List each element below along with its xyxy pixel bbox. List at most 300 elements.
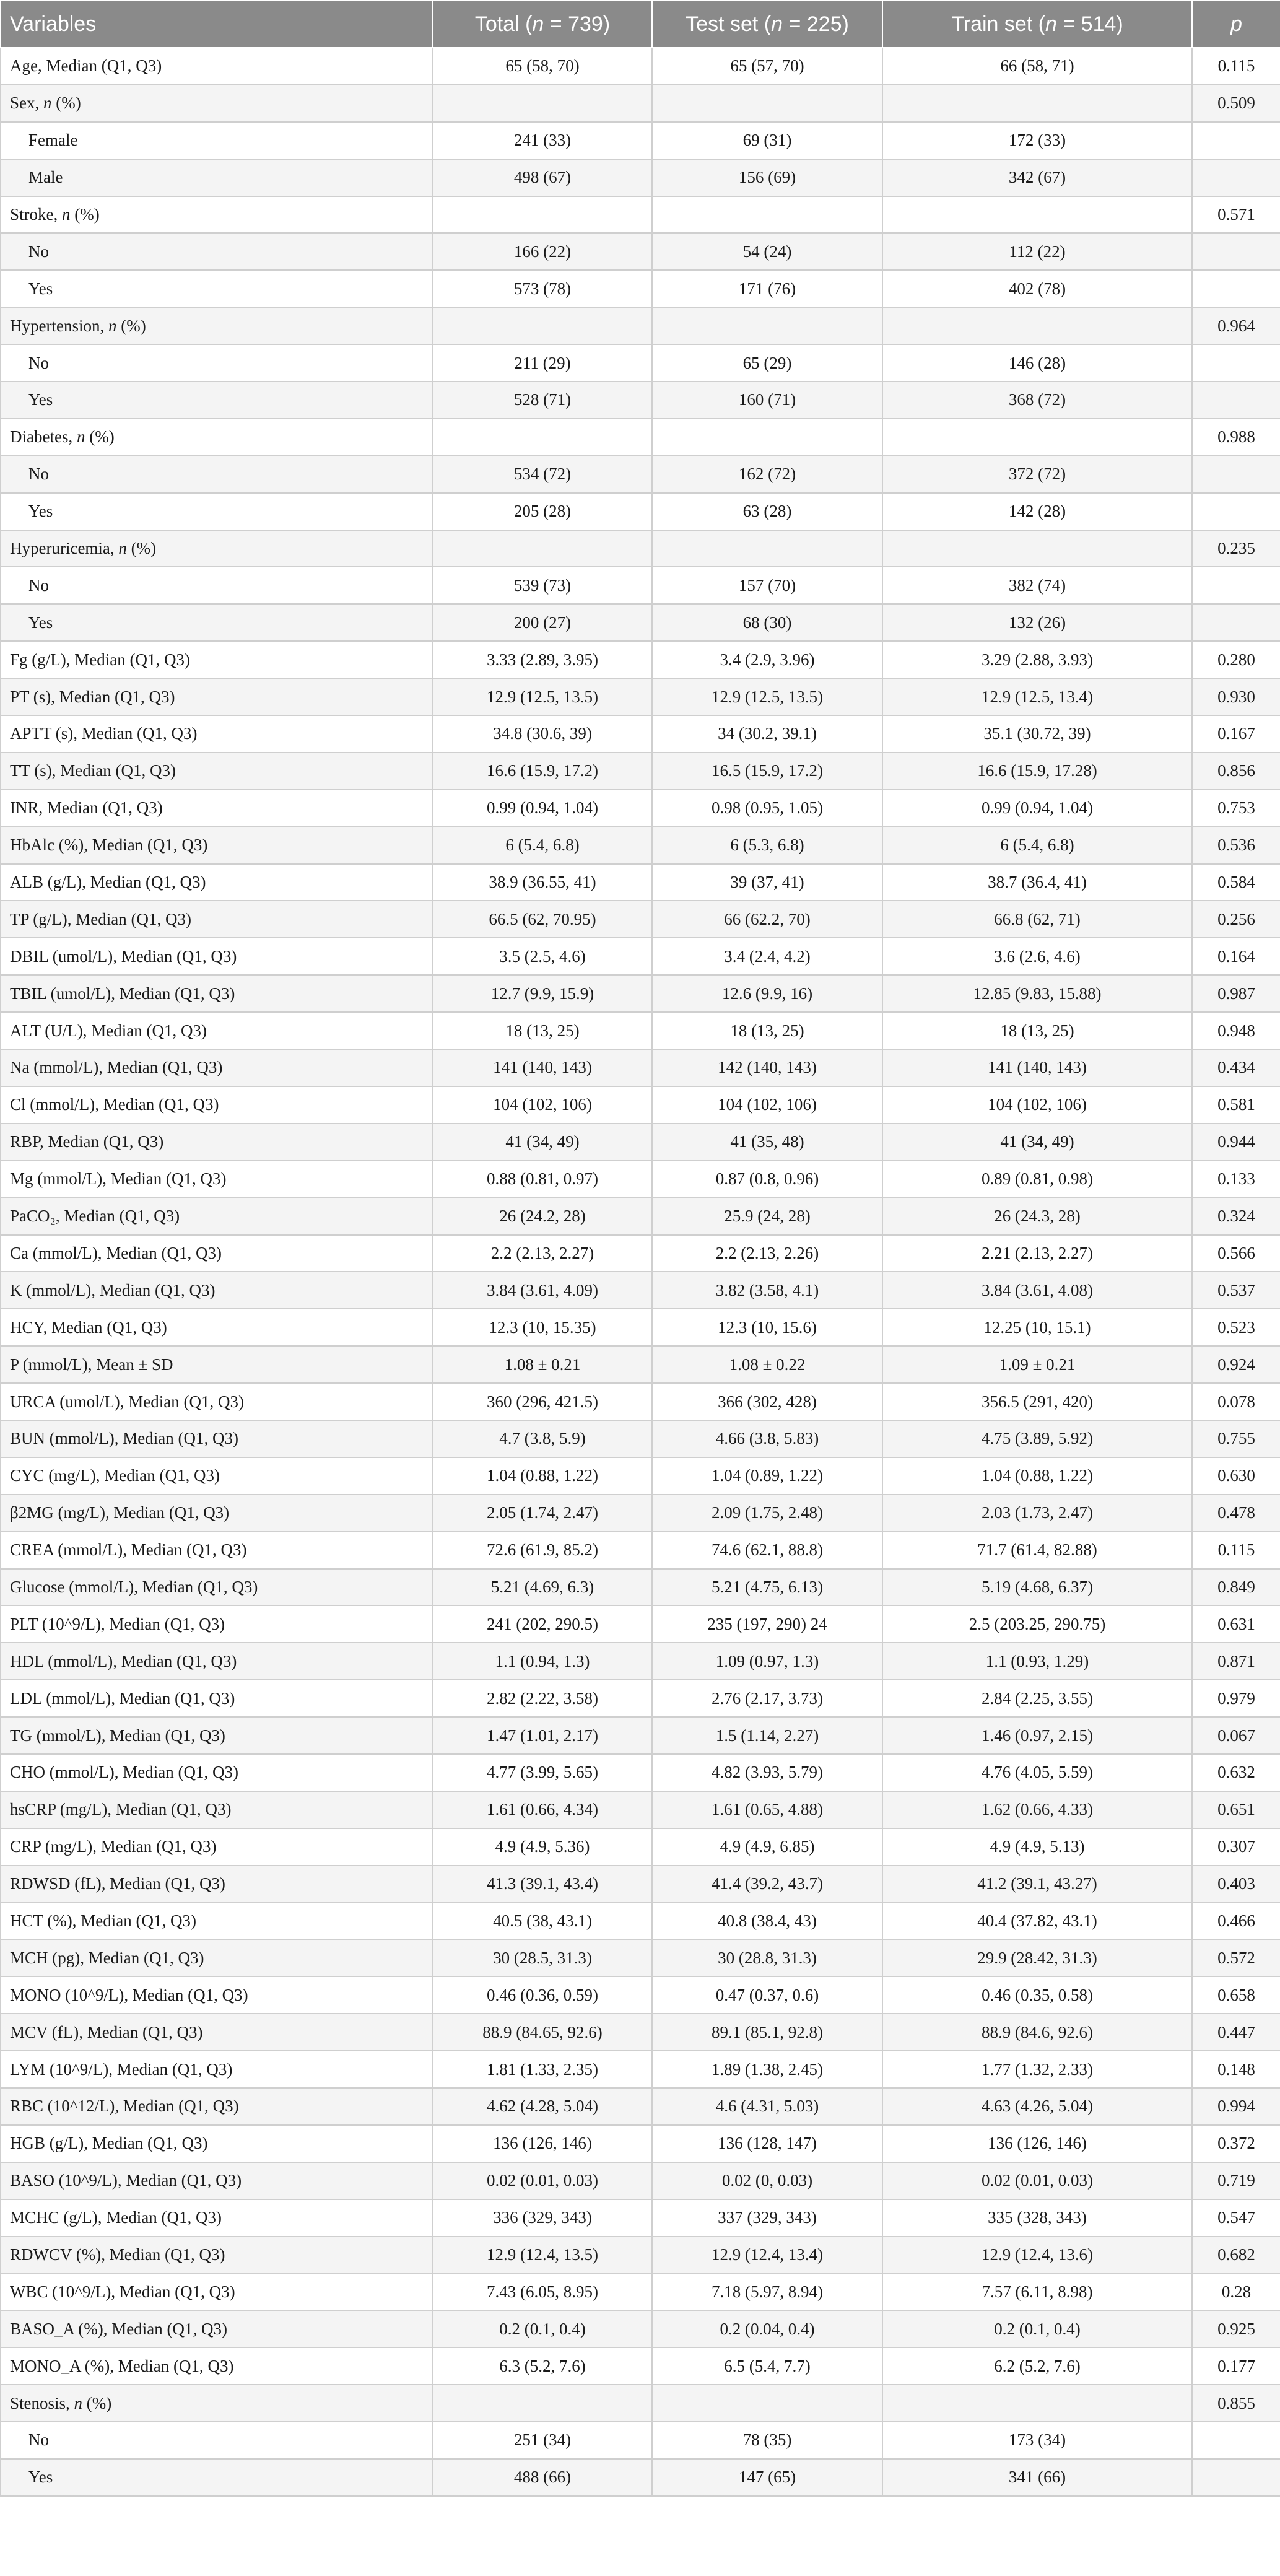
variable-cell: β2MG (mg/L), Median (Q1, Q3) (1, 1495, 433, 1532)
variable-cell: Hyperuricemia, n (%) (1, 530, 433, 567)
p-value-cell: 0.871 (1192, 1643, 1280, 1680)
p-value-cell: 0.566 (1192, 1235, 1280, 1272)
train-set-cell: 4.75 (3.89, 5.92) (882, 1420, 1192, 1457)
total-cell (433, 85, 652, 122)
test-set-cell: 4.6 (4.31, 5.03) (652, 2088, 882, 2125)
p-value-cell: 0.964 (1192, 307, 1280, 344)
p-value-cell: 0.581 (1192, 1086, 1280, 1124)
table-row (1, 1049, 1280, 1086)
total-cell: 3.84 (3.61, 4.09) (433, 1272, 652, 1309)
total-cell: 360 (296, 421.5) (433, 1383, 652, 1420)
variable-cell: Yes (1, 493, 433, 530)
total-cell: 41.3 (39.1, 43.4) (433, 1866, 652, 1903)
variable-cell: PLT (10^9/L), Median (Q1, Q3) (1, 1605, 433, 1643)
variable-cell: P (mmol/L), Mean ± SD (1, 1346, 433, 1383)
train-set-cell: 2.5 (203.25, 290.75) (882, 1605, 1192, 1643)
p-value-cell: 0.651 (1192, 1791, 1280, 1828)
variable-cell: DBIL (umol/L), Median (Q1, Q3) (1, 938, 433, 975)
variable-cell: HCT (%), Median (Q1, Q3) (1, 1903, 433, 1940)
p-value-cell: 0.948 (1192, 1012, 1280, 1049)
table-row (1, 753, 1280, 790)
total-cell: 4.9 (4.9, 5.36) (433, 1828, 652, 1866)
total-cell: 200 (27) (433, 604, 652, 641)
test-set-cell: 34 (30.2, 39.1) (652, 715, 882, 753)
table-row (1, 122, 1280, 159)
test-set-cell (652, 2385, 882, 2422)
table-row (1, 604, 1280, 641)
test-set-cell: 5.21 (4.75, 6.13) (652, 1569, 882, 1606)
train-set-cell: 112 (22) (882, 233, 1192, 270)
variable-cell: HbAlc (%), Median (Q1, Q3) (1, 827, 433, 864)
train-set-cell: 0.02 (0.01, 0.03) (882, 2162, 1192, 2199)
total-cell: 3.5 (2.5, 4.6) (433, 938, 652, 975)
test-set-cell: 39 (37, 41) (652, 864, 882, 901)
train-set-cell: 0.99 (0.94, 1.04) (882, 790, 1192, 827)
total-cell: 1.47 (1.01, 2.17) (433, 1717, 652, 1754)
total-cell: 4.77 (3.99, 5.65) (433, 1754, 652, 1791)
total-cell: 141 (140, 143) (433, 1049, 652, 1086)
table-row (1, 456, 1280, 493)
train-set-cell: 4.63 (4.26, 5.04) (882, 2088, 1192, 2125)
test-set-cell: 2.09 (1.75, 2.48) (652, 1495, 882, 1532)
test-set-cell: 54 (24) (652, 233, 882, 270)
variable-cell: PT (s), Median (Q1, Q3) (1, 678, 433, 715)
variable-cell: MCHC (g/L), Median (Q1, Q3) (1, 2199, 433, 2237)
train-set-cell: 66.8 (62, 71) (882, 901, 1192, 938)
test-set-cell: 12.9 (12.5, 13.5) (652, 678, 882, 715)
table-row (1, 1420, 1280, 1457)
test-set-cell: 162 (72) (652, 456, 882, 493)
test-set-cell: 4.66 (3.8, 5.83) (652, 1420, 882, 1457)
test-set-cell: 74.6 (62.1, 88.8) (652, 1532, 882, 1569)
train-set-cell: 4.76 (4.05, 5.59) (882, 1754, 1192, 1791)
p-value-cell: 0.584 (1192, 864, 1280, 901)
table-row (1, 975, 1280, 1012)
test-set-cell: 12.3 (10, 15.6) (652, 1309, 882, 1346)
test-set-cell: 0.87 (0.8, 0.96) (652, 1161, 882, 1198)
variable-cell: Stenosis, n (%) (1, 2385, 433, 2422)
table-row (1, 48, 1280, 85)
table-body (1, 48, 1280, 2496)
test-set-cell: 18 (13, 25) (652, 1012, 882, 1049)
train-set-cell: 0.89 (0.81, 0.98) (882, 1161, 1192, 1198)
table-row (1, 864, 1280, 901)
total-cell: 336 (329, 343) (433, 2199, 652, 2237)
test-set-cell: 30 (28.8, 31.3) (652, 1939, 882, 1976)
variable-cell: No (1, 567, 433, 604)
total-cell: 16.6 (15.9, 17.2) (433, 753, 652, 790)
p-value-cell: 0.067 (1192, 1717, 1280, 1754)
variable-cell: WBC (10^9/L), Median (Q1, Q3) (1, 2273, 433, 2310)
train-set-cell: 5.19 (4.68, 6.37) (882, 1569, 1192, 1606)
test-set-cell: 16.5 (15.9, 17.2) (652, 753, 882, 790)
variable-cell: hsCRP (mg/L), Median (Q1, Q3) (1, 1791, 433, 1828)
p-value-cell: 0.256 (1192, 901, 1280, 938)
test-set-cell: 78 (35) (652, 2422, 882, 2459)
table-row (1, 1346, 1280, 1383)
table-row (1, 1198, 1280, 1235)
p-value-cell (1192, 2422, 1280, 2459)
table-row (1, 1235, 1280, 1272)
variable-cell: Diabetes, n (%) (1, 419, 433, 456)
table-row (1, 1976, 1280, 2014)
train-set-cell: 2.03 (1.73, 2.47) (882, 1495, 1192, 1532)
test-set-cell: 157 (70) (652, 567, 882, 604)
p-value-cell: 0.447 (1192, 2014, 1280, 2051)
p-value-cell: 0.994 (1192, 2088, 1280, 2125)
test-set-cell: 7.18 (5.97, 8.94) (652, 2273, 882, 2310)
p-value-cell: 0.403 (1192, 1866, 1280, 1903)
total-cell: 3.33 (2.89, 3.95) (433, 641, 652, 678)
variable-cell: CRP (mg/L), Median (Q1, Q3) (1, 1828, 433, 1866)
total-cell: 488 (66) (433, 2459, 652, 2496)
total-cell: 5.21 (4.69, 6.3) (433, 1569, 652, 1606)
p-value-cell: 0.164 (1192, 938, 1280, 975)
p-value-cell: 0.115 (1192, 48, 1280, 85)
header-train-set: Train set (n = 514) (882, 1, 1192, 48)
table-row (1, 1272, 1280, 1309)
table-row (1, 2459, 1280, 2496)
table-row (1, 1939, 1280, 1976)
total-cell: 72.6 (61.9, 85.2) (433, 1532, 652, 1569)
variable-cell: CREA (mmol/L), Median (Q1, Q3) (1, 1532, 433, 1569)
total-cell: 0.88 (0.81, 0.97) (433, 1161, 652, 1198)
total-cell: 65 (58, 70) (433, 48, 652, 85)
train-set-cell: 41.2 (39.1, 43.27) (882, 1866, 1192, 1903)
train-set-cell: 132 (26) (882, 604, 1192, 641)
total-cell: 166 (22) (433, 233, 652, 270)
total-cell: 1.61 (0.66, 4.34) (433, 1791, 652, 1828)
p-value-cell: 0.924 (1192, 1346, 1280, 1383)
table-row (1, 790, 1280, 827)
train-set-cell: 172 (33) (882, 122, 1192, 159)
table-row (1, 827, 1280, 864)
train-set-cell: 6.2 (5.2, 7.6) (882, 2347, 1192, 2385)
table-row (1, 901, 1280, 938)
p-value-cell: 0.148 (1192, 2051, 1280, 2088)
table-row (1, 270, 1280, 307)
p-value-cell (1192, 344, 1280, 382)
train-set-cell (882, 2385, 1192, 2422)
variable-cell: BUN (mmol/L), Median (Q1, Q3) (1, 1420, 433, 1457)
variable-cell: No (1, 456, 433, 493)
total-cell: 2.2 (2.13, 2.27) (433, 1235, 652, 1272)
total-cell: 4.62 (4.28, 5.04) (433, 2088, 652, 2125)
table-row (1, 196, 1280, 234)
total-cell: 241 (33) (433, 122, 652, 159)
p-value-cell: 0.719 (1192, 2162, 1280, 2199)
p-value-cell: 0.632 (1192, 1754, 1280, 1791)
train-set-cell: 35.1 (30.72, 39) (882, 715, 1192, 753)
table-row (1, 1012, 1280, 1049)
p-value-cell: 0.682 (1192, 2237, 1280, 2274)
train-set-cell: 341 (66) (882, 2459, 1192, 2496)
train-set-cell: 0.46 (0.35, 0.58) (882, 1976, 1192, 2014)
train-set-cell: 18 (13, 25) (882, 1012, 1192, 1049)
variable-cell: BASO_A (%), Median (Q1, Q3) (1, 2310, 433, 2347)
train-set-cell: 368 (72) (882, 382, 1192, 419)
table-row (1, 1866, 1280, 1903)
test-set-cell: 3.4 (2.9, 3.96) (652, 641, 882, 678)
table-row (1, 2051, 1280, 2088)
train-set-cell: 146 (28) (882, 344, 1192, 382)
total-cell (433, 196, 652, 234)
p-value-cell: 0.572 (1192, 1939, 1280, 1976)
p-value-cell (1192, 456, 1280, 493)
variable-cell: No (1, 344, 433, 382)
variable-cell: Yes (1, 270, 433, 307)
train-set-cell: 356.5 (291, 420) (882, 1383, 1192, 1420)
table-row (1, 2347, 1280, 2385)
train-set-cell: 66 (58, 71) (882, 48, 1192, 85)
header-p-value: p (1192, 1, 1280, 48)
table-row (1, 2273, 1280, 2310)
test-set-cell: 147 (65) (652, 2459, 882, 2496)
total-cell: 241 (202, 290.5) (433, 1605, 652, 1643)
test-set-cell: 68 (30) (652, 604, 882, 641)
p-value-cell: 0.979 (1192, 1680, 1280, 1717)
total-cell: 88.9 (84.65, 92.6) (433, 2014, 652, 2051)
table-row (1, 1495, 1280, 1532)
total-cell: 6.3 (5.2, 7.6) (433, 2347, 652, 2385)
total-cell: 211 (29) (433, 344, 652, 382)
total-cell: 1.04 (0.88, 1.22) (433, 1457, 652, 1495)
variable-cell: HDL (mmol/L), Median (Q1, Q3) (1, 1643, 433, 1680)
test-set-cell (652, 307, 882, 344)
test-set-cell: 2.2 (2.13, 2.26) (652, 1235, 882, 1272)
train-set-cell: 6 (5.4, 6.8) (882, 827, 1192, 864)
train-set-cell (882, 307, 1192, 344)
variable-cell: TBIL (umol/L), Median (Q1, Q3) (1, 975, 433, 1012)
p-value-cell: 0.755 (1192, 1420, 1280, 1457)
p-value-cell: 0.133 (1192, 1161, 1280, 1198)
table-row (1, 1383, 1280, 1420)
variable-cell: TG (mmol/L), Median (Q1, Q3) (1, 1717, 433, 1754)
table-row (1, 641, 1280, 678)
variable-cell: RDWCV (%), Median (Q1, Q3) (1, 2237, 433, 2274)
train-set-cell: 1.04 (0.88, 1.22) (882, 1457, 1192, 1495)
variable-cell: TT (s), Median (Q1, Q3) (1, 753, 433, 790)
variable-cell: No (1, 233, 433, 270)
test-set-cell: 12.9 (12.4, 13.4) (652, 2237, 882, 2274)
train-set-cell (882, 419, 1192, 456)
table-row (1, 938, 1280, 975)
total-cell: 251 (34) (433, 2422, 652, 2459)
total-cell: 1.08 ± 0.21 (433, 1346, 652, 1383)
p-value-cell: 0.988 (1192, 419, 1280, 456)
total-cell: 7.43 (6.05, 8.95) (433, 2273, 652, 2310)
total-cell: 528 (71) (433, 382, 652, 419)
table-row (1, 1309, 1280, 1346)
test-set-cell: 69 (31) (652, 122, 882, 159)
total-cell: 12.3 (10, 15.35) (433, 1309, 652, 1346)
train-set-cell: 382 (74) (882, 567, 1192, 604)
total-cell: 1.81 (1.33, 2.35) (433, 2051, 652, 2088)
total-cell: 1.1 (0.94, 1.3) (433, 1643, 652, 1680)
table-row (1, 715, 1280, 753)
test-set-cell: 171 (76) (652, 270, 882, 307)
table-row (1, 1643, 1280, 1680)
variable-cell: Yes (1, 604, 433, 641)
train-set-cell: 12.25 (10, 15.1) (882, 1309, 1192, 1346)
total-cell (433, 530, 652, 567)
table-row (1, 1569, 1280, 1606)
p-value-cell: 0.855 (1192, 2385, 1280, 2422)
total-cell: 66.5 (62, 70.95) (433, 901, 652, 938)
header-test-set: Test set (n = 225) (652, 1, 882, 48)
test-set-cell: 136 (128, 147) (652, 2125, 882, 2162)
test-set-cell: 366 (302, 428) (652, 1383, 882, 1420)
table-row (1, 2237, 1280, 2274)
table-row (1, 493, 1280, 530)
test-set-cell: 1.89 (1.38, 2.45) (652, 2051, 882, 2088)
test-set-cell: 6 (5.3, 6.8) (652, 827, 882, 864)
test-set-cell (652, 196, 882, 234)
table-row (1, 1086, 1280, 1124)
total-cell: 0.02 (0.01, 0.03) (433, 2162, 652, 2199)
total-cell: 136 (126, 146) (433, 2125, 652, 2162)
test-set-cell: 0.47 (0.37, 0.6) (652, 1976, 882, 2014)
table-row (1, 1791, 1280, 1828)
table-row (1, 2422, 1280, 2459)
variable-cell: CYC (mg/L), Median (Q1, Q3) (1, 1457, 433, 1495)
test-set-cell: 12.6 (9.9, 16) (652, 975, 882, 1012)
test-set-cell: 4.82 (3.93, 5.79) (652, 1754, 882, 1791)
p-value-cell: 0.987 (1192, 975, 1280, 1012)
total-cell: 41 (34, 49) (433, 1124, 652, 1161)
total-cell: 498 (67) (433, 159, 652, 196)
p-value-cell: 0.630 (1192, 1457, 1280, 1495)
total-cell: 205 (28) (433, 493, 652, 530)
p-value-cell: 0.509 (1192, 85, 1280, 122)
train-set-cell: 1.1 (0.93, 1.29) (882, 1643, 1192, 1680)
total-cell: 12.7 (9.9, 15.9) (433, 975, 652, 1012)
test-set-cell (652, 530, 882, 567)
total-cell: 0.2 (0.1, 0.4) (433, 2310, 652, 2347)
variable-cell: CHO (mmol/L), Median (Q1, Q3) (1, 1754, 433, 1791)
p-value-cell: 0.523 (1192, 1309, 1280, 1346)
p-value-cell: 0.280 (1192, 641, 1280, 678)
variable-cell: Na (mmol/L), Median (Q1, Q3) (1, 1049, 433, 1086)
train-set-cell: 12.85 (9.83, 15.88) (882, 975, 1192, 1012)
test-set-cell: 156 (69) (652, 159, 882, 196)
test-set-cell (652, 419, 882, 456)
table-row (1, 1124, 1280, 1161)
table-row (1, 2088, 1280, 2125)
variable-cell: INR, Median (Q1, Q3) (1, 790, 433, 827)
header-total: Total (n = 739) (433, 1, 652, 48)
variable-cell: Glucose (mmol/L), Median (Q1, Q3) (1, 1569, 433, 1606)
table-row (1, 2310, 1280, 2347)
variable-cell: Cl (mmol/L), Median (Q1, Q3) (1, 1086, 433, 1124)
variable-cell: APTT (s), Median (Q1, Q3) (1, 715, 433, 753)
p-value-cell: 0.115 (1192, 1532, 1280, 1569)
train-set-cell: 1.77 (1.32, 2.33) (882, 2051, 1192, 2088)
test-set-cell: 160 (71) (652, 382, 882, 419)
total-cell: 26 (24.2, 28) (433, 1198, 652, 1235)
p-value-cell: 0.925 (1192, 2310, 1280, 2347)
p-value-cell: 0.324 (1192, 1198, 1280, 1235)
variable-cell: MONO_A (%), Median (Q1, Q3) (1, 2347, 433, 2385)
total-cell: 34.8 (30.6, 39) (433, 715, 652, 753)
test-set-cell: 6.5 (5.4, 7.7) (652, 2347, 882, 2385)
p-value-cell: 0.571 (1192, 196, 1280, 234)
variable-cell: ALT (U/L), Median (Q1, Q3) (1, 1012, 433, 1049)
test-set-cell: 1.04 (0.89, 1.22) (652, 1457, 882, 1495)
table-row (1, 1457, 1280, 1495)
test-set-cell: 1.5 (1.14, 2.27) (652, 1717, 882, 1754)
total-cell: 40.5 (38, 43.1) (433, 1903, 652, 1940)
p-value-cell (1192, 2459, 1280, 2496)
p-value-cell: 0.28 (1192, 2273, 1280, 2310)
table-row (1, 307, 1280, 344)
table-row (1, 530, 1280, 567)
total-cell: 4.7 (3.8, 5.9) (433, 1420, 652, 1457)
total-cell: 2.82 (2.22, 3.58) (433, 1680, 652, 1717)
train-set-cell: 7.57 (6.11, 8.98) (882, 2273, 1192, 2310)
train-set-cell: 3.29 (2.88, 3.93) (882, 641, 1192, 678)
table-row (1, 1754, 1280, 1791)
table-row (1, 233, 1280, 270)
test-set-cell: 89.1 (85.1, 92.8) (652, 2014, 882, 2051)
p-value-cell: 0.478 (1192, 1495, 1280, 1532)
test-set-cell: 65 (57, 70) (652, 48, 882, 85)
table-row (1, 2014, 1280, 2051)
p-value-cell: 0.167 (1192, 715, 1280, 753)
p-value-cell: 0.537 (1192, 1272, 1280, 1309)
train-set-cell: 12.9 (12.4, 13.6) (882, 2237, 1192, 2274)
variable-cell: RDWSD (fL), Median (Q1, Q3) (1, 1866, 433, 1903)
variable-cell: No (1, 2422, 433, 2459)
table-row (1, 1680, 1280, 1717)
test-set-cell: 235 (197, 290) 24 (652, 1605, 882, 1643)
total-cell: 12.9 (12.4, 13.5) (433, 2237, 652, 2274)
p-value-cell: 0.536 (1192, 827, 1280, 864)
p-value-cell: 0.658 (1192, 1976, 1280, 2014)
variable-cell: Fg (g/L), Median (Q1, Q3) (1, 641, 433, 678)
train-set-cell: 88.9 (84.6, 92.6) (882, 2014, 1192, 2051)
test-set-cell: 1.09 (0.97, 1.3) (652, 1643, 882, 1680)
test-set-cell: 3.4 (2.4, 4.2) (652, 938, 882, 975)
train-set-cell: 142 (28) (882, 493, 1192, 530)
variable-cell: MCH (pg), Median (Q1, Q3) (1, 1939, 433, 1976)
test-set-cell: 65 (29) (652, 344, 882, 382)
p-value-cell (1192, 233, 1280, 270)
table-row (1, 344, 1280, 382)
p-value-cell: 0.547 (1192, 2199, 1280, 2237)
train-set-cell: 16.6 (15.9, 17.28) (882, 753, 1192, 790)
total-cell (433, 419, 652, 456)
p-value-cell: 0.930 (1192, 678, 1280, 715)
variable-cell: Yes (1, 2459, 433, 2496)
table-row (1, 382, 1280, 419)
variable-cell: Yes (1, 382, 433, 419)
table-row (1, 159, 1280, 196)
table-row (1, 567, 1280, 604)
train-set-cell: 1.62 (0.66, 4.33) (882, 1791, 1192, 1828)
p-value-cell: 0.466 (1192, 1903, 1280, 1940)
table-row (1, 2199, 1280, 2237)
train-set-cell (882, 196, 1192, 234)
test-set-cell: 337 (329, 343) (652, 2199, 882, 2237)
table-row (1, 85, 1280, 122)
test-set-cell: 66 (62.2, 70) (652, 901, 882, 938)
p-value-cell: 0.307 (1192, 1828, 1280, 1866)
test-set-cell: 63 (28) (652, 493, 882, 530)
total-cell: 573 (78) (433, 270, 652, 307)
train-set-cell: 1.46 (0.97, 2.15) (882, 1717, 1192, 1754)
variable-cell: HGB (g/L), Median (Q1, Q3) (1, 2125, 433, 2162)
